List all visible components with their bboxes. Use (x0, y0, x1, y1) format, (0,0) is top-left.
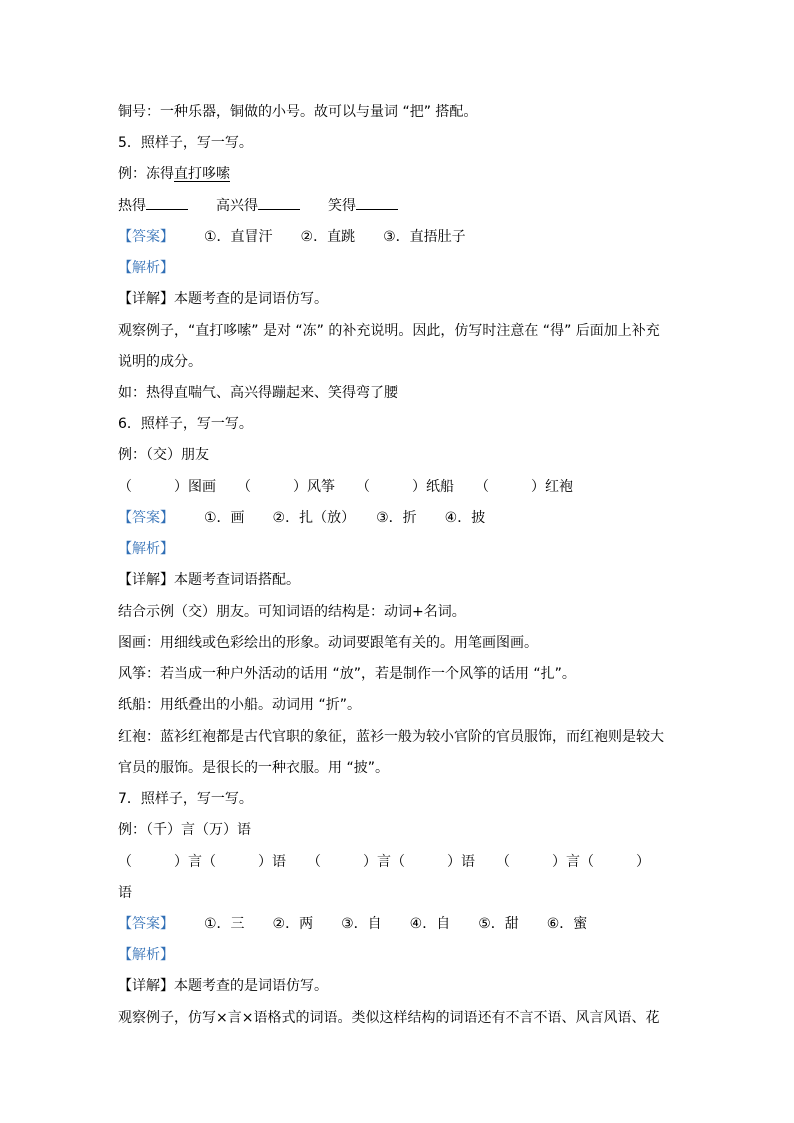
question-5-answer (118, 228, 466, 246)
answer-text: ①．画 ②．扎（放） ③．折 ④．披 (204, 510, 486, 526)
detail-text: 本题考查的是词语仿写。 (174, 291, 328, 307)
text-line: 图画：用细线或色彩绘出的形象。动词要跟笔有关的。用笔画图画。 (118, 635, 538, 651)
detail-tag: 【详解】 (118, 291, 174, 307)
question-5-title: 5．照样子，写一写。 (118, 135, 253, 151)
text-line: 红袍：蓝衫红袍都是古代官职的象征，蓝衫一般为较小官阶的官员服饰，而红袍则是较大 (118, 729, 664, 745)
answer-text: ①．三 ②．两 ③．自 ④．自 ⑤．甜 ⑥．蜜 (204, 916, 588, 932)
text-line: 说明的成分。 (118, 354, 202, 370)
analysis-tag: 【解析】 (118, 541, 174, 557)
text-line: 结合示例（交）朋友。可知词语的结构是：动词+名词。 (118, 604, 466, 620)
question-7-title: 7．照样子，写一写。 (118, 791, 253, 807)
detail-tag: 【详解】 (118, 978, 174, 994)
detail-line (118, 977, 328, 995)
answer-text: ①．直冒汗 ②．直跳 ③．直捂肚子 (204, 229, 466, 245)
blank-label-2: 高兴得 (216, 198, 258, 214)
blank-label-1: 热得 (118, 198, 146, 214)
blank-label-3: 笑得 (328, 198, 356, 214)
analysis-tag: 【解析】 (118, 947, 174, 963)
example-underlined: 直打哆嗦 (174, 166, 230, 182)
text-line: 观察例子，“直打哆嗦” 是对 “冻” 的补充说明。因此，仿写时注意在 “得” 后面加上补充 (118, 323, 660, 339)
question-6-example: 例：（交）朋友 (118, 447, 209, 463)
question-7-blanks-wrap: 语 (118, 885, 132, 901)
question-6-answer (118, 509, 485, 527)
answer-tag: 【答案】 (118, 916, 174, 932)
question-7-blanks: （ ）言（ ）语 （ ）言（ ）语 （ ）言（ ） (118, 854, 650, 870)
answer-tag: 【答案】 (118, 510, 174, 526)
text-line: 铜号：一种乐器，铜做的小号。故可以与量词 “把” 搭配。 (118, 104, 478, 120)
detail-text: 本题考查的是词语仿写。 (174, 978, 328, 994)
question-5-blanks (118, 197, 426, 215)
analysis-tag: 【解析】 (118, 260, 174, 276)
question-6-title: 6．照样子，写一写。 (118, 416, 253, 432)
detail-line (118, 290, 328, 308)
detail-tag: 【详解】 (118, 572, 174, 588)
detail-line (118, 571, 300, 589)
question-5-example (118, 165, 230, 183)
question-7-example: 例：（千）言（万）语 (118, 822, 251, 838)
answer-blank (356, 197, 398, 210)
detail-text: 本题考查词语搭配。 (174, 572, 300, 588)
answer-blank (146, 197, 188, 210)
text-line: 风筝：若当成一种户外活动的话用 “放”，若是制作一个风筝的话用 “扎”。 (118, 666, 576, 682)
question-6-blanks: （ ）图画 （ ）风筝 （ ）纸船 （ ）红袍 (118, 479, 573, 495)
answer-blank (258, 197, 300, 210)
text-line: 纸船：用纸叠出的小船。动词用 “折”。 (118, 697, 361, 713)
text-line: 官员的服饰。是很长的一种衣服。用 “披”。 (118, 760, 389, 776)
text-line: 观察例子，仿写×言×语格式的词语。类似这样结构的词语还有不言不语、风言风语、花 (118, 1010, 660, 1026)
text-line: 如：热得直喘气、高兴得蹦起来、笑得弯了腰 (118, 385, 398, 401)
question-7-answer (118, 915, 587, 933)
example-prefix: 例：冻得 (118, 166, 174, 182)
answer-tag: 【答案】 (118, 229, 174, 245)
